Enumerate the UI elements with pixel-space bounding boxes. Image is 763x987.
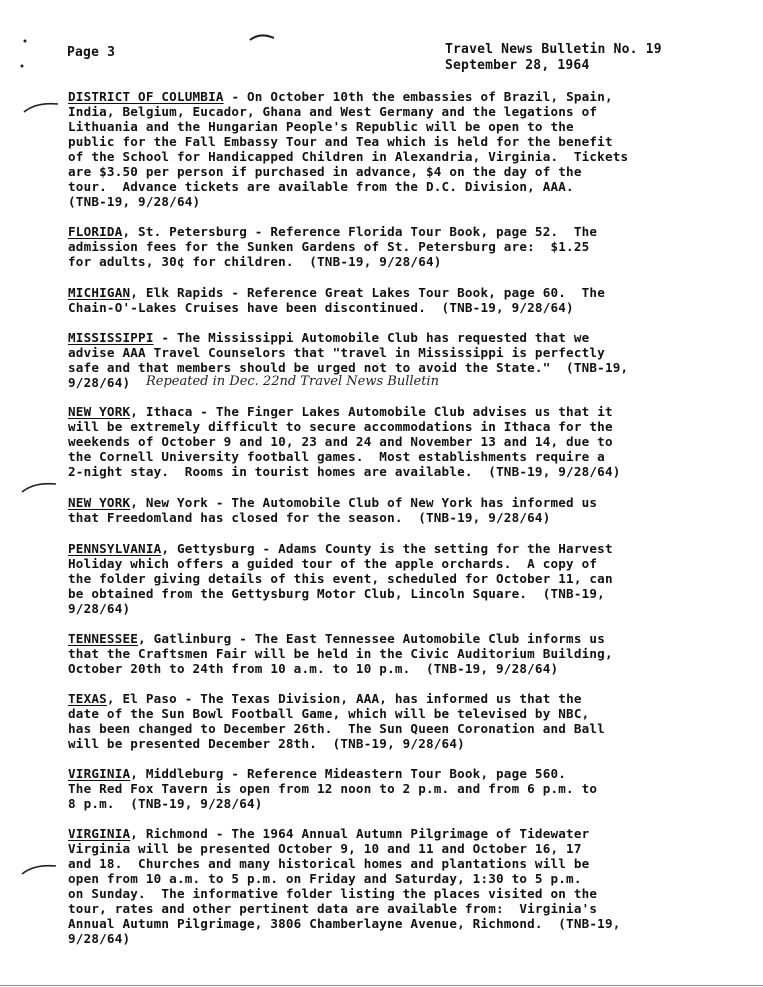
text-line	[68, 721, 718, 736]
margin-mark-dc	[22, 100, 62, 116]
text-line	[68, 901, 718, 916]
text-line	[68, 300, 718, 315]
text-line	[68, 179, 718, 194]
entry-text: on Sunday. The informative folder listing the places visited on the	[68, 886, 598, 901]
text-line	[68, 826, 718, 841]
entry-text: The Red Fox Tavern is open from 12 noon to 2 p.m. and from 6 p.m. to	[68, 781, 598, 796]
text-line	[68, 404, 718, 419]
entry-text: has been changed to December 26th. The Sun Queen Coronation and Ball	[68, 721, 605, 736]
text-line	[68, 89, 718, 104]
text-line	[68, 571, 718, 586]
entry-text: 9/28/64)	[68, 931, 131, 946]
entry-text: and 18. Churches and many historical homes and plantations will be	[68, 856, 590, 871]
entry-text: are $3.50 per person if purchased in advance, $4 on the day of the	[68, 164, 582, 179]
entry-text: advise AAA Travel Counselors that "travel in Mississippi is perfectly	[68, 345, 605, 360]
entry-text: safe and that members should be urged not to avoid the State." (TNB-19,	[68, 360, 629, 375]
entry-text: tour, rates and other pertinent data are available from: Virginia's	[68, 901, 598, 916]
text-line	[68, 330, 718, 345]
text-line	[68, 931, 718, 946]
entry-text: , Ithaca - The Finger Lakes Automobile Club advises us that it	[130, 404, 613, 419]
text-line	[68, 495, 718, 510]
entry-text: 9/28/64)	[68, 601, 131, 616]
entry-text: Chain-O'-Lakes Cruises have been discontinued. (TNB-19, 9/28/64)	[68, 300, 574, 315]
entry-text: (TNB-19, 9/28/64)	[68, 194, 201, 209]
entry-text: 8 p.m. (TNB-19, 9/28/64)	[68, 796, 263, 811]
entry-heading: NEW YORK	[68, 495, 131, 510]
entry-heading: MICHIGAN	[68, 285, 131, 300]
text-line	[68, 134, 718, 149]
entry-text: Lithuania and the Hungarian People's Republic will be open to the	[68, 119, 574, 134]
entry-text: - On October 10th the embassies of Brazil, Spain,	[223, 89, 613, 104]
text-line	[68, 419, 718, 434]
entry-text: , Elk Rapids - Reference Great Lakes Tour Book, page 60. The	[130, 285, 605, 300]
entry-text: date of the Sun Bowl Football Game, which will be televised by NBC,	[68, 706, 590, 721]
text-line	[68, 916, 718, 931]
page-number: Page 3	[67, 45, 116, 60]
entry-tennessee	[68, 631, 718, 676]
text-line	[68, 871, 718, 886]
text-line	[68, 345, 718, 360]
entry-heading: VIRGINIA	[68, 766, 131, 781]
text-line	[68, 856, 718, 871]
text-line	[68, 434, 718, 449]
entry-heading: NEW YORK	[68, 404, 131, 419]
entry-heading: TEXAS	[68, 691, 107, 706]
entry-pennsylvania	[68, 541, 718, 616]
text-line	[68, 149, 718, 164]
text-line	[68, 841, 718, 856]
entry-text: for adults, 30¢ for children. (TNB-19, 9/28/64)	[68, 254, 442, 269]
text-line	[68, 464, 718, 479]
text-line	[68, 631, 718, 646]
page-bottom-edge	[0, 985, 763, 986]
entry-text: of the School for Handicapped Children in Alexandria, Virginia. Tickets	[68, 149, 629, 164]
text-line	[68, 285, 718, 300]
margin-dot-1	[22, 38, 28, 44]
text-line	[68, 796, 718, 811]
text-line	[68, 119, 718, 134]
text-line	[68, 239, 718, 254]
entry-heading: VIRGINIA	[68, 826, 131, 841]
entry-text: admission fees for the Sunken Gardens of St. Petersburg are: $1.25	[68, 239, 590, 254]
bulletin-title: Travel News Bulletin No. 19	[445, 42, 662, 57]
text-line	[68, 541, 718, 556]
entry-heading: FLORIDA	[68, 224, 123, 239]
entry-text: tour. Advance tickets are available from the D.C. Division, AAA.	[68, 179, 574, 194]
entry-text: that the Craftsmen Fair will be held in the Civic Auditorium Building,	[68, 646, 613, 661]
entry-text: , Gatlinburg - The East Tennessee Automobile Club informs us	[138, 631, 605, 646]
text-line	[68, 164, 718, 179]
text-line	[68, 601, 718, 616]
text-line	[68, 104, 718, 119]
text-line	[68, 556, 718, 571]
entry-text: , El Paso - The Texas Division, AAA, has informed us that the	[106, 691, 582, 706]
entry-heading: TENNESSEE	[68, 631, 139, 646]
entry-text: October 20th to 24th from 10 a.m. to 10 p.m. (TNB-19, 9/28/64)	[68, 661, 559, 676]
text-line	[68, 736, 718, 751]
handwritten-annotation: Repeated in Dec. 22nd Travel News Bulletin	[146, 374, 439, 389]
entry-texas	[68, 691, 718, 751]
entry-text: will be extremely difficult to secure accommodations in Ithaca for the	[68, 419, 613, 434]
text-line	[68, 360, 718, 375]
text-line	[68, 194, 718, 209]
entry-text: , St. Petersburg - Reference Florida Tour Book, page 52. The	[122, 224, 598, 239]
entry-text: Annual Autumn Pilgrimage, 3806 Chamberlayne Avenue, Richmond. (TNB-19,	[68, 916, 621, 931]
entry-text: open from 10 a.m. to 5 p.m. on Friday and Saturday, 1:30 to 5 p.m.	[68, 871, 582, 886]
text-line	[68, 661, 718, 676]
entry-new-york-new-york	[68, 495, 718, 525]
entry-text: , Middleburg - Reference Mideastern Tour Book, page 560.	[130, 766, 567, 781]
text-line	[68, 254, 718, 269]
text-line	[68, 586, 718, 601]
entry-virginia-middleburg	[68, 766, 718, 811]
entry-heading: MISSISSIPPI	[68, 330, 154, 345]
margin-dot-2	[19, 63, 25, 69]
entry-district-of-columbia	[68, 89, 718, 209]
text-line	[68, 706, 718, 721]
entry-text: will be presented December 28th. (TNB-19, 9/28/64)	[68, 736, 465, 751]
entry-text: , New York - The Automobile Club of New York has informed us	[130, 495, 598, 510]
entry-text: 2-night stay. Rooms in tourist homes are available. (TNB-19, 9/28/64)	[68, 464, 621, 479]
text-line	[68, 781, 718, 796]
entry-virginia-richmond	[68, 826, 718, 946]
margin-mark-va	[20, 862, 60, 878]
entry-text: the folder giving details of this event, scheduled for October 11, can	[68, 571, 613, 586]
entry-florida	[68, 224, 718, 269]
entry-text: public for the Fall Embassy Tour and Tea which is held for the benefit	[68, 134, 613, 149]
text-line	[68, 766, 718, 781]
text-line	[68, 886, 718, 901]
text-line	[68, 510, 718, 525]
entry-text: Holiday which offers a guided tour of the apple orchards. A copy of	[68, 556, 598, 571]
entry-heading: PENNSYLVANIA	[68, 541, 162, 556]
text-line	[68, 691, 718, 706]
margin-mark-top	[248, 30, 278, 44]
entry-text: the Cornell University football games. Most establishments require a	[68, 449, 605, 464]
entry-text: , Gettysburg - Adams County is the setting for the Harvest	[161, 541, 613, 556]
text-line	[68, 449, 718, 464]
entry-michigan	[68, 285, 718, 315]
entry-text: be obtained from the Gettysburg Motor Club, Lincoln Square. (TNB-19,	[68, 586, 605, 601]
entry-text: that Freedomland has closed for the season. (TNB-19, 9/28/64)	[68, 510, 551, 525]
margin-mark-ny	[20, 480, 60, 496]
entry-text: 9/28/64)	[68, 375, 131, 390]
entry-heading: DISTRICT OF COLUMBIA	[68, 89, 224, 104]
entry-text: Virginia will be presented October 9, 10 and 11 and October 16, 17	[68, 841, 582, 856]
text-line	[68, 224, 718, 239]
entry-text: - The Mississippi Automobile Club has requested that we	[153, 330, 590, 345]
entry-text: , Richmond - The 1964 Annual Autumn Pilgrimage of Tidewater	[130, 826, 590, 841]
entry-text: India, Belgium, Eucador, Ghana and West Germany and the legations of	[68, 104, 598, 119]
entry-new-york-ithaca	[68, 404, 718, 479]
entry-text: weekends of October 9 and 10, 23 and 24 and November 13 and 14, due to	[68, 434, 613, 449]
text-line	[68, 646, 718, 661]
bulletin-date: September 28, 1964	[445, 58, 590, 73]
